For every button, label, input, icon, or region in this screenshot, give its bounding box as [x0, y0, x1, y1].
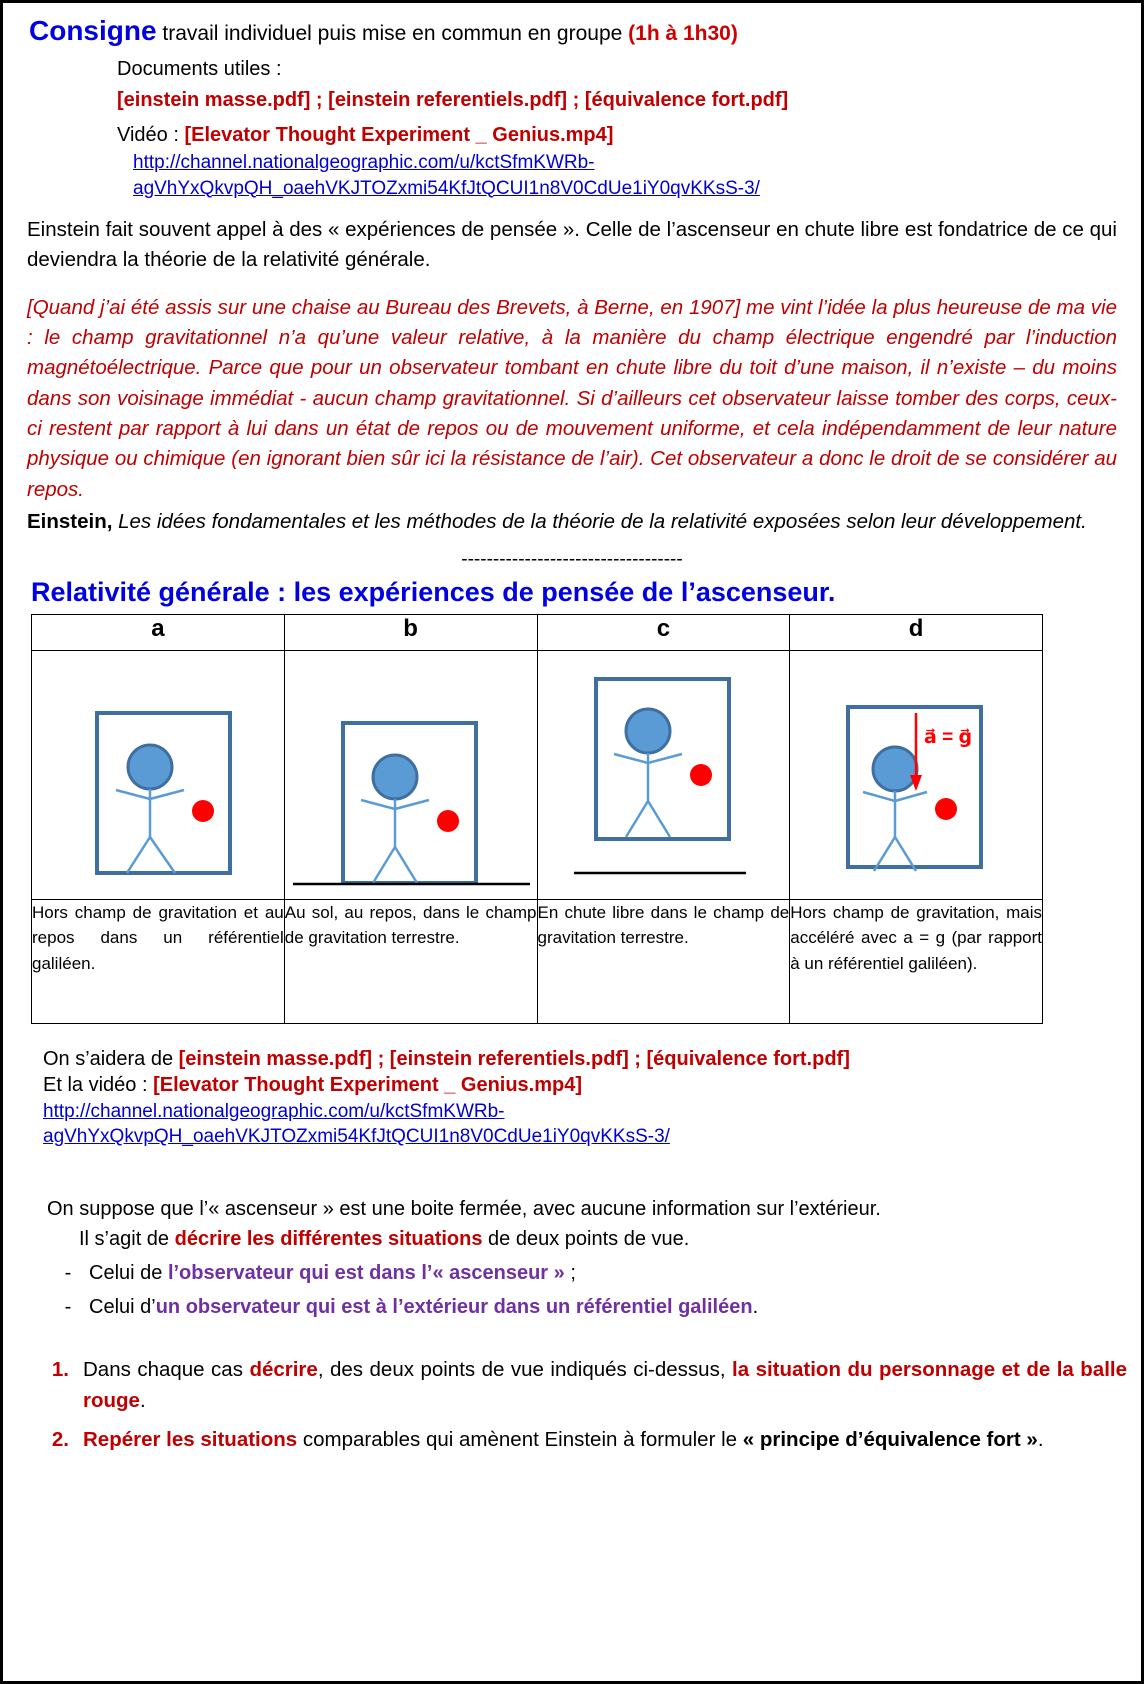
video-line	[117, 124, 1127, 147]
figure-c-diagram	[538, 651, 790, 899]
consigne-title: Consigne	[29, 15, 157, 46]
task-1-object: la situation du personnage et de la balle rouge	[83, 1358, 1128, 1412]
task-2-mid: comparables qui amènent Einstein à formuler le	[297, 1427, 743, 1451]
viewpoint-inside-text	[89, 1258, 1127, 1289]
section-heading: Relativité générale : les expériences de pensée de l’ascenseur.	[31, 576, 836, 607]
task-item-1	[39, 1355, 1127, 1417]
viewpoint-outside-post: .	[752, 1296, 759, 1319]
task-number-1: 1.	[51, 1358, 69, 1382]
quote-source: Les idées fondamentales et les méthodes de la théorie de la relativité exposées selon leur développement.	[112, 510, 1087, 534]
quote-attribution	[27, 507, 1117, 537]
video-filename: [Elevator Thought Experiment _ Genius.mp4]	[184, 124, 614, 146]
task-text-1	[83, 1355, 1127, 1417]
viewpoints-list	[47, 1258, 1127, 1323]
assumption-line-2	[79, 1224, 1127, 1254]
viewpoint-outside-highlight: un observateur qui est à l’extérieur dans un référentiel galiléen	[155, 1296, 753, 1319]
table-header-row	[32, 614, 1043, 650]
column-label-b: b	[284, 614, 537, 650]
assumption-line-2-highlight: décrire les différentes situations	[174, 1228, 483, 1251]
intro-paragraph: Einstein fait souvent appel à des « expériences de pensée ». Celle de l’ascenseur en chute libre est fondatrice de ce qui deviendra la théorie de la relativité générale.	[27, 218, 1117, 271]
task-1-mid: , des deux points de vue indiqués ci-dessus,	[317, 1358, 732, 1382]
task-2-verb: Repérer les situations	[83, 1427, 298, 1451]
video-url-line-2[interactable]: agVhYxQkvpQH_oaehVKJTOZxmi54KfJtQCUI1n8V0CdUe1iY0qvKKsS-3/	[133, 177, 760, 199]
quote-author: Einstein,	[27, 510, 113, 534]
column-label-d: d	[790, 614, 1043, 650]
consigne-duration: (1h à 1h30)	[628, 22, 738, 45]
task-1-post: .	[139, 1388, 146, 1412]
figure-cell-c	[537, 650, 790, 899]
viewpoint-inside-pre: Celui de	[89, 1262, 168, 1285]
figure-cell-b	[284, 650, 537, 899]
viewpoint-inside-highlight: l’observateur qui est dans l’« ascenseur »	[167, 1262, 565, 1285]
figure-caption-a: Hors champ de gravitation et au repos dans un référentiel galiléen.	[32, 899, 285, 1023]
list-item	[47, 1258, 1127, 1289]
task-1-verb: décrire	[249, 1358, 318, 1382]
documents-block	[117, 58, 1127, 201]
documents-label: Documents utiles :	[117, 58, 282, 80]
table-caption-row	[32, 899, 1043, 1023]
bullet-marker: -	[64, 1262, 72, 1285]
lower-docs-files: [einstein masse.pdf] ; [einstein referentiels.pdf] ; [équivalence fort.pdf]	[178, 1047, 850, 1070]
task-number-2: 2.	[51, 1427, 69, 1451]
assumptions-block	[47, 1194, 1127, 1254]
lower-url-line-2[interactable]: agVhYxQkvpQH_oaehVKJTOZxmi54KfJtQCUI1n8V0CdUe1iY0qvKKsS-3/	[43, 1126, 670, 1148]
assumption-line-2-post: de deux points de vue.	[482, 1228, 690, 1251]
consigne-subtitle: travail individuel puis mise en commun en groupe	[156, 22, 629, 45]
documents-file-list: [einstein masse.pdf] ; [einstein referentiels.pdf] ; [équivalence fort.pdf]	[117, 89, 789, 111]
video-label: Vidéo :	[117, 124, 185, 146]
svg-text:a⃗ = g⃗: a⃗ = g⃗	[924, 726, 973, 748]
consigne-heading	[29, 13, 1127, 48]
figure-cell-a	[32, 650, 285, 899]
section-divider: -----------------------------------	[461, 548, 683, 570]
list-item	[47, 1292, 1127, 1323]
figure-caption-c: En chute libre dans le champ de gravitation terrestre.	[537, 899, 790, 1023]
figure-d-diagram	[790, 651, 1042, 899]
lower-docs-prefix: On s’aidera de	[43, 1047, 179, 1070]
figure-cell-d	[790, 650, 1043, 899]
viewpoint-outside-pre: Celui d’	[89, 1296, 156, 1319]
thought-experiments-table	[31, 614, 1043, 1024]
task-text-2	[83, 1425, 1127, 1456]
figure-caption-b: Au sol, au repos, dans le champ de gravitation terrestre.	[284, 899, 537, 1023]
figure-b-diagram	[285, 651, 537, 899]
figure-a-diagram	[32, 651, 284, 899]
task-2-end: .	[1037, 1427, 1044, 1451]
task-1-pre: Dans chaque cas	[83, 1358, 250, 1382]
table-figure-row	[32, 650, 1043, 899]
lower-url-line-1[interactable]: http://channel.nationalgeographic.com/u/kctSfmKWRb-	[43, 1100, 505, 1122]
tasks-list	[39, 1355, 1127, 1455]
assumption-line-2-pre: Il s’agit de	[79, 1228, 175, 1251]
lower-references-block	[43, 1048, 1127, 1150]
viewpoint-inside-post: ;	[564, 1262, 576, 1285]
lower-docs-line	[43, 1048, 1127, 1071]
lower-video-line	[43, 1074, 1127, 1097]
task-item-2	[39, 1425, 1127, 1456]
column-label-a: a	[32, 614, 285, 650]
lower-video-prefix: Et la vidéo :	[43, 1073, 154, 1096]
task-2-principle: « principe d’équivalence fort »	[742, 1427, 1038, 1451]
einstein-quote: [Quand j’ai été assis sur une chaise au Bureau des Brevets, à Berne, en 1907] me vint l’idée la plus heureuse de ma vie : le champ gravitationnel n’a qu’une valeur relative, à la manière du champ électrique engendré par l’induction magnétoélectrique. Parce que pour un observateur tombant en chute libre du toit d’une maison, il n’existe – du moins dans son voisinage immédiat - aucun champ gravitationnel. Si d’ailleurs cet observateur laisse tomber des corps, ceux-ci restent par rapport à lui dans un état de repos ou de mouvement uniforme, et cela indépendamment de leur nature physique ou chimique (en ignorant bien sûr ici la résistance de l’air). Cet observateur a donc le droit de se considérer au repos.	[27, 295, 1117, 501]
bullet-marker: -	[64, 1296, 72, 1319]
video-url-line-1[interactable]: http://channel.nationalgeographic.com/u/kctSfmKWRb-	[133, 152, 595, 173]
figure-caption-d: Hors champ de gravitation, mais accéléré avec a = g (par rapport à un référentiel galiléen).	[790, 899, 1043, 1023]
column-label-c: c	[537, 614, 790, 650]
assumption-line-1: On suppose que l’« ascenseur » est une boite fermée, avec aucune information sur l’extérieur.	[47, 1198, 881, 1221]
viewpoint-outside-text	[89, 1292, 1127, 1323]
lower-video-filename: [Elevator Thought Experiment _ Genius.mp4]	[153, 1073, 583, 1096]
